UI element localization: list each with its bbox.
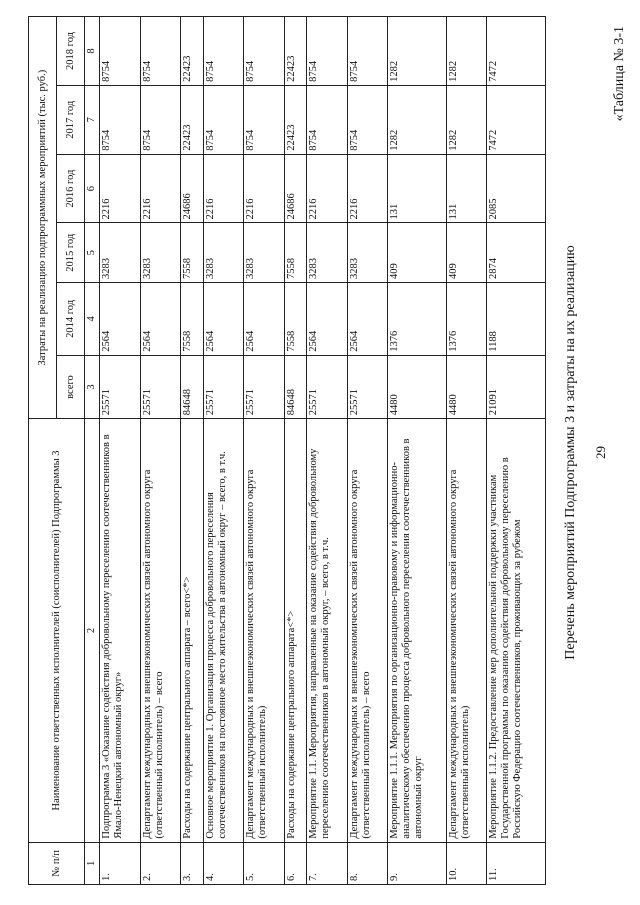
header-index: 2 [85,419,100,842]
cost-cell: 2564 [307,283,348,356]
row-number: 8. [347,842,388,884]
cost-cell: 25571 [347,355,388,419]
table-row [181,17,204,885]
cost-cell: 2564 [347,283,388,356]
row-name: Департамент международных и внешнеэкономических связей автономного округа (ответственный исполнитель) – всего [347,419,388,842]
table-label: «Таблица № 3-1 [612,26,627,122]
table-row [347,17,388,885]
cost-cell: 25571 [307,355,348,419]
header-name: Наименование ответственных исполнителей (соисполнителей) Подпрограммы 3 [29,419,85,842]
cost-cell: 2216 [347,154,388,223]
cost-cell: 2564 [100,283,141,356]
cost-cell: 8754 [203,17,244,86]
table-row [388,17,447,885]
row-name: Мероприятие 1.1.2. Предоставление мер дополнительной поддержки участникам Государственной программы по оказанию содействия добровольному переселению в Российскую Федерацию соотечественников, проживающих за рубежом [487,419,546,842]
cost-cell: 8754 [307,85,348,154]
cost-cell: 8754 [244,85,285,154]
cost-cell: 8754 [140,17,181,86]
cost-cell: 8754 [307,17,348,86]
table-row [140,17,181,885]
cost-cell: 24686 [181,154,204,223]
cost-cell: 21091 [487,355,546,419]
cost-cell: 25571 [244,355,285,419]
header-index: 6 [85,154,100,223]
header-costs: Затраты на реализацию подпрограммных мероприятий (тыс. руб.) [29,17,57,419]
cost-cell: 8754 [244,17,285,86]
row-name: Мероприятие 1.1.1. Мероприятия по организационно-правовому и информационно-аналитическому обеспечению процесса добровольного переселения соотечественников в автономный округ [388,419,447,842]
row-number: 4. [203,842,244,884]
row-number: 6. [284,842,307,884]
cost-cell: 7558 [284,223,307,283]
cost-cell: 3283 [307,223,348,283]
cost-cell: 25571 [100,355,141,419]
header-year: 2018 год [57,17,85,86]
cost-cell: 22423 [284,17,307,86]
cost-cell: 7558 [181,283,204,356]
page-number: 29 [593,446,608,459]
measures-table [28,16,546,885]
header-num: № п/п [29,842,85,884]
cost-cell: 1282 [388,85,447,154]
row-name: Мероприятие 1.1. Мероприятия, направленные на оказание содействия добровольному переселению соотечественников в автономный округ, – всего, в т.ч. [307,419,348,842]
table-row [100,17,141,885]
cost-cell: 24686 [284,154,307,223]
row-number: 1. [100,842,141,884]
header-year: всего [57,355,85,419]
table-row [487,17,546,885]
cost-cell: 1282 [446,17,487,86]
cost-cell: 2216 [244,154,285,223]
cost-cell: 3283 [244,223,285,283]
cost-cell: 131 [388,154,447,223]
cost-cell: 22423 [181,85,204,154]
cost-cell: 3283 [347,223,388,283]
row-name: Расходы на содержание центрального аппарата<*> [284,419,307,842]
header-index: 8 [85,17,100,86]
table-row [244,17,285,885]
header-index: 3 [85,355,100,419]
cost-cell: 2216 [203,154,244,223]
cost-cell: 409 [446,223,487,283]
cost-cell: 3283 [203,223,244,283]
table-row [203,17,244,885]
cost-cell: 25571 [140,355,181,419]
cost-cell: 3283 [140,223,181,283]
header-year: 2015 год [57,223,85,283]
cost-cell: 7472 [487,17,546,86]
cost-cell: 2216 [307,154,348,223]
cost-cell: 1188 [487,283,546,356]
header-index: 4 [85,283,100,356]
header-year: 2016 год [57,154,85,223]
cost-cell: 2564 [203,283,244,356]
cost-cell: 8754 [100,17,141,86]
cost-cell: 22423 [284,85,307,154]
row-number: 11. [487,842,546,884]
row-name: Основное мероприятие 1. Организация процесса добровольного переселения соотечественников на постоянное место жительства в автономный округ – всего, в т.ч. [203,419,244,842]
header-year: 2017 год [57,85,85,154]
cost-cell: 1376 [446,283,487,356]
row-name: Департамент международных и внешнеэкономических связей автономного округа (ответственный исполнитель) [244,419,285,842]
table-row [446,17,487,885]
cost-cell: 25571 [203,355,244,419]
row-number: 10. [446,842,487,884]
row-number: 7. [307,842,348,884]
cost-cell: 8754 [203,85,244,154]
row-number: 5. [244,842,285,884]
cost-cell: 8754 [347,17,388,86]
page-title: Перечень мероприятий Подпрограммы 3 и затраты на их реализацию [563,245,578,660]
header-year: 2014 год [57,283,85,356]
row-name: Департамент международных и внешнеэкономических связей автономного округа (ответственный исполнитель) – всего [140,419,181,842]
header-index: 1 [85,842,100,884]
cost-cell: 84648 [181,355,204,419]
cost-cell: 7558 [181,223,204,283]
row-number: 9. [388,842,447,884]
cost-cell: 2085 [487,154,546,223]
cost-cell: 2564 [140,283,181,356]
cost-cell: 4480 [388,355,447,419]
row-number: 2. [140,842,181,884]
row-name: Подпрограмма 3 «Оказание содействия добровольному переселению соотечественников в Ямало-Ненецкий автономный округ» [100,419,141,842]
cost-cell: 131 [446,154,487,223]
row-name: Расходы на содержание центрального аппарата – всего<*> [181,419,204,842]
header-index: 5 [85,223,100,283]
cost-cell: 1376 [388,283,447,356]
cost-cell: 1282 [446,85,487,154]
cost-cell: 7558 [284,283,307,356]
cost-cell: 8754 [347,85,388,154]
cost-cell: 84648 [284,355,307,419]
cost-cell: 2216 [100,154,141,223]
cost-cell: 8754 [100,85,141,154]
cost-cell: 7472 [487,85,546,154]
cost-cell: 1282 [388,17,447,86]
table-row [284,17,307,885]
cost-cell: 2216 [140,154,181,223]
row-number: 3. [181,842,204,884]
cost-cell: 409 [388,223,447,283]
cost-cell: 2564 [244,283,285,356]
cost-cell: 4480 [446,355,487,419]
cost-cell: 8754 [140,85,181,154]
table-row [307,17,348,885]
cost-cell: 2874 [487,223,546,283]
cost-cell: 3283 [100,223,141,283]
cost-cell: 22423 [181,17,204,86]
header-index: 7 [85,85,100,154]
row-name: Департамент международных и внешнеэкономических связей автономного округа (ответственный исполнитель) [446,419,487,842]
